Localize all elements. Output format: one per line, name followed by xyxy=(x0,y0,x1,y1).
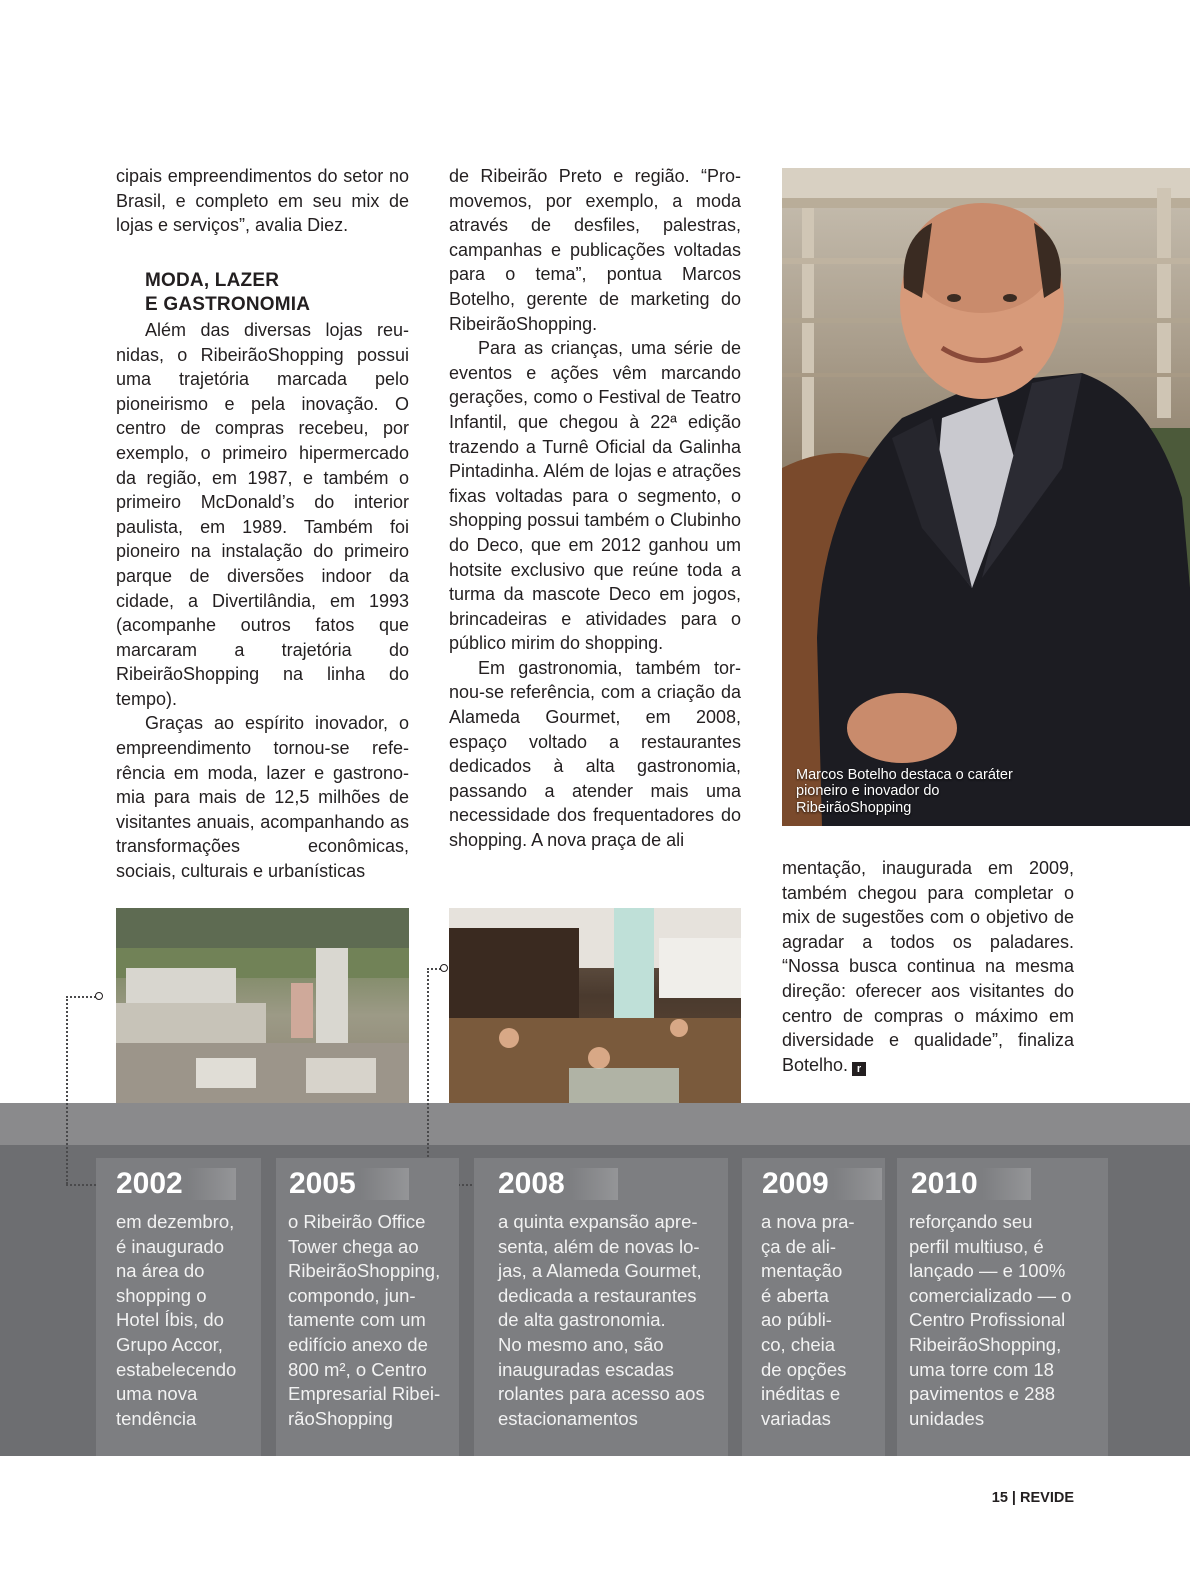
timeline-year: 2010 xyxy=(909,1168,1031,1200)
timeline-year: 2009 xyxy=(760,1168,882,1200)
food-court-illustration xyxy=(449,908,741,1103)
paragraph: de Ribeirão Preto e região. “Promovemos, por exemplo, a moda através de desfiles, palestras, campanhas e publicações voltadas para o tema”, pontua Marcos Botelho, gerente de marketing do RibeirãoShopping. xyxy=(449,166,741,334)
food-court-photo xyxy=(449,908,741,1103)
connector-dot-icon xyxy=(440,964,448,972)
paragraph: cipais empreendimentos do setor no Brasil, e completo em seu mix de lojas e serviços”, avalia Diez. xyxy=(116,166,409,236)
aerial-photo xyxy=(116,908,409,1103)
article-column-1 xyxy=(116,164,409,884)
timeline-card-2010 xyxy=(897,1158,1108,1456)
timeline-year: 2002 xyxy=(114,1168,236,1200)
paragraph: Além das diversas lojas reunidas, o RibeirãoShopping possui uma trajetória marcada pelo pioneirismo e pela inovação. O centro de compras recebeu, por exemplo, o primeiro hipermercado da região, em 1987, e também o primeiro McDonald’s do interior paulista, em 1989. Também foi pioneiro na instalação do primeiro parque de diversões indoor da cidade, a Divertilândia, em 1993 (acompanhe outros fatos que marcaram a trajetória do RibeirãoShopping na linha do tempo). xyxy=(116,319,409,709)
timeline-band-top xyxy=(0,1103,1190,1145)
paragraph xyxy=(782,856,1074,1077)
article-column-3 xyxy=(782,856,1074,1077)
connector-line xyxy=(66,996,96,998)
paragraph: Graças ao espírito inovador, o empreendimento tornou-se referência em moda, lazer e gastronomia para mais de 12,5 milhões de visitantes anuais, acompanhando as transformações econômicas, sociais, culturais e urbanísticas xyxy=(116,713,409,882)
timeline-text: a quinta expansão apre- senta, além de novas lo- jas, a Alameda Gourmet, dedicada a restaurantes de alta gastronomia. No mesmo ano, são inauguradas escadas rolantes para acesso aos estacionamentos xyxy=(498,1211,705,1429)
timeline-card-2009 xyxy=(742,1158,885,1456)
end-mark-icon: r xyxy=(852,1062,866,1076)
timeline-year: 2005 xyxy=(287,1168,409,1200)
heading-line: E GASTRONOMIA xyxy=(145,294,311,316)
section-heading xyxy=(145,269,409,318)
timeline-text: o Ribeirão Office Tower chega ao RibeirãoShopping, compondo, jun- tamente com um edifício anexo de 800 m², o Centro Empresarial Ribei- rãoShopping xyxy=(288,1211,441,1429)
portrait-illustration xyxy=(782,168,1190,826)
portrait-photo xyxy=(782,168,1190,826)
timeline-year: 2008 xyxy=(496,1168,618,1200)
timeline-text: reforçando seu perfil multiuso, é lançado — e 100% comercializado — o Centro Profissional RibeirãoShopping, uma torre com 18 pavimentos e 288 unidades xyxy=(909,1211,1072,1429)
timeline-card-2005 xyxy=(276,1158,459,1456)
timeline-text: a nova pra- ça de ali- mentação é aberta ao públi- co, cheia de opções inéditas e variadas xyxy=(761,1211,855,1429)
timeline-card-2002 xyxy=(96,1158,261,1456)
connector-line xyxy=(427,968,441,970)
connector-dot-icon xyxy=(95,992,103,1000)
article-column-2 xyxy=(449,164,741,853)
paragraph: Em gastronomia, também tornou-se referência, com a criação da Alameda Gourmet, em 2008, espaço voltado a restaurantes dedicados à alta gastronomia, passando a atender mais uma necessidade dos frequentadores do shopping. A nova praça de ali xyxy=(449,657,741,851)
photo-caption: Marcos Botelho destaca o caráter pioneiro e inovador do RibeirãoShopping xyxy=(796,766,1013,816)
paragraph: Para as crianças, uma série de eventos e ações vêm marcando gerações, como o Festival de Teatro Infantil, que chegou à 22ª edição trazendo a Turnê Oficial da Galinha Pintadinha. Além de lojas e atrações fixas voltadas para o segmento, o shopping possui também o Clubinho do Deco, que em 2012 ganhou um hotsite exclusivo que reúne toda a turma da mascote Deco em jogos, brincadeiras e atividades para o público mirim do shopping. xyxy=(449,338,741,654)
connector-line xyxy=(427,968,429,1184)
heading-line: MODA, LAZER xyxy=(145,269,280,291)
paragraph-text: mentação, inaugurada em 2009, também chegou para completar o mix de sugestões com o objetivo de agradar a todos os paladares. “Nossa busca continua na mesma direção: oferecer aos visitantes do centro de compras o máximo em diversidade e qualidade”, finaliza Botelho. xyxy=(782,858,1074,1075)
timeline-card-2008 xyxy=(474,1158,728,1456)
aerial-illustration xyxy=(116,908,409,1103)
page-folio: 15 | REVIDE xyxy=(991,1490,1074,1506)
connector-line xyxy=(66,996,68,1184)
timeline-text: em dezembro, é inaugurado na área do shopping o Hotel Íbis, do Grupo Accor, estabelecendo uma nova tendência xyxy=(116,1211,237,1429)
